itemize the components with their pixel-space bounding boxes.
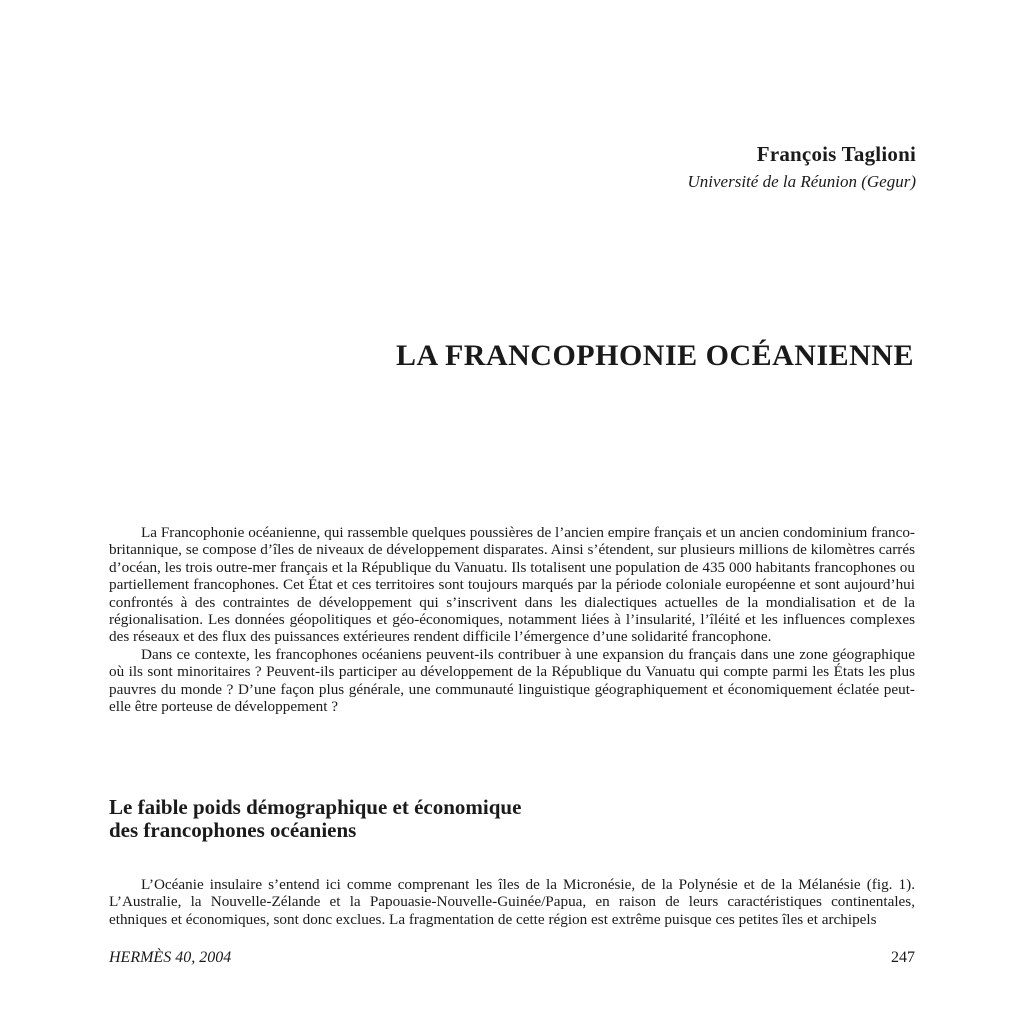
- abstract: [109, 524, 915, 715]
- author-block: [688, 140, 917, 194]
- author-affiliation: Université de la Réunion (Gegur): [687, 172, 916, 191]
- abstract-paragraph: Dans ce contexte, les francophones océaniens peuvent-ils contribuer à une expansion du français dans une zone géographique où ils sont minoritaires ? Peuvent-ils participer au développement de la République du Vanuatu qui compte parmi les États les plus pauvres du monde ? D’une façon plus générale, une communauté linguistique géographiquement et économiquement éclatée peut-elle être porteuse de développement ?: [109, 645, 915, 716]
- journal-reference: HERMÈS 40, 2004: [109, 949, 232, 966]
- article-title: LA FRANCOPHONIE OCÉANIENNE: [395, 339, 914, 372]
- section-heading: [109, 796, 809, 842]
- page-number: 247: [891, 949, 915, 966]
- section-heading-line: Le faible poids démographique et économique: [109, 795, 522, 819]
- author-name: François Taglioni: [756, 142, 916, 166]
- section-body: [109, 876, 915, 928]
- body-paragraph: L’Océanie insulaire s’entend ici comme comprenant les îles de la Micronésie, de la Polynésie et de la Mélanésie (fig. 1). L’Australie, la Nouvelle-Zélande et la Papouasie-Nouvelle-Guinée/Papua, en raison de leurs caractéristiques continentales, ethniques et économiques, sont donc exclues. La fragmentation de cette région est extrême puisque ces petites îles et archipels: [109, 876, 915, 928]
- abstract-paragraph: La Francophonie océanienne, qui rassemble quelques poussières de l’ancien empire français et un ancien condominium franco-britannique, se compose d’îles de niveaux de développement disparates. Ainsi s’étendent, sur plusieurs millions de kilomètres carrés d’océan, les trois outre-mer français et la République du Vanuatu. Ils totalisent une population de 435 000 habitants francophones ou partiellement francophones. Cet État et ces territoires sont toujours marqués par la période coloniale européenne et sont aujourd’hui confrontés à des contraintes de développement qui s’inscrivent dans les dialectiques actuelles de la mondialisation et de la régionalisation. Les données géopolitiques et géo-économiques, notamment liées à l’insularité, l’îléité et les influences complexes des réseaux et des flux des puissances extérieures rendent difficile l’émergence d’une solidarité francophone.: [109, 524, 915, 646]
- section-heading-line: des francophones océaniens: [109, 818, 357, 842]
